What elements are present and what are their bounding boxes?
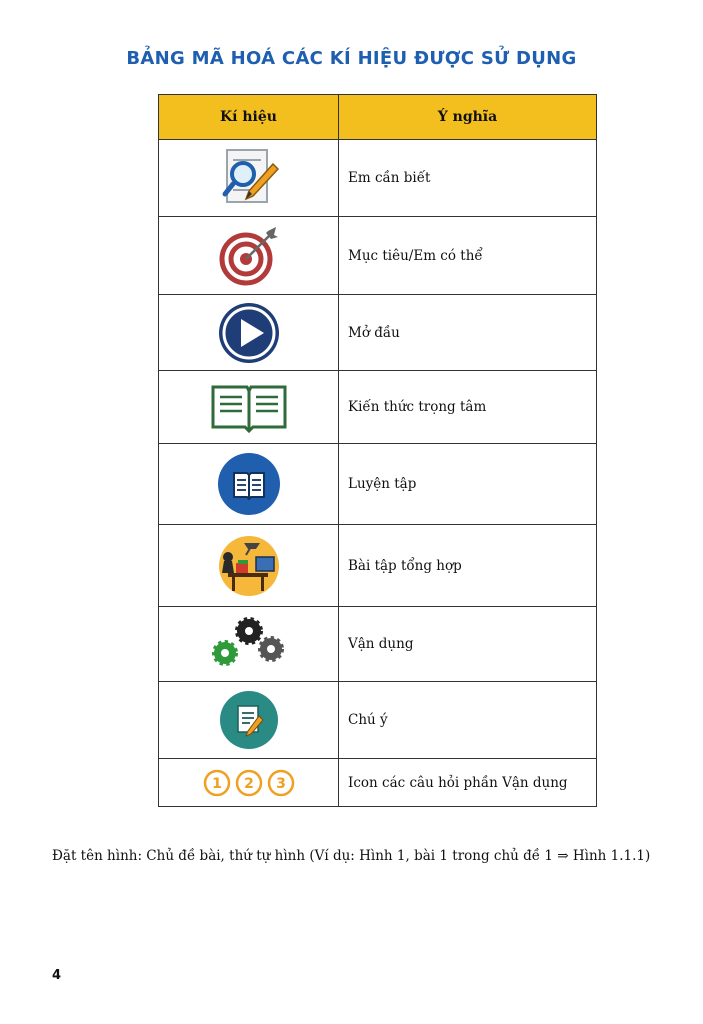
table-row (159, 759, 597, 807)
column-header-symbol: Kí hiệu (159, 95, 339, 140)
play-circle-icon (217, 301, 281, 365)
gears-icon (207, 615, 291, 673)
table-row (159, 295, 597, 371)
table-row (159, 217, 597, 295)
meaning-text: Luyện tập (339, 444, 597, 525)
book-circle-icon (216, 451, 282, 517)
meaning-text: Mục tiêu/Em có thể (339, 217, 597, 295)
table-row (159, 525, 597, 607)
table-row (159, 682, 597, 759)
meaning-text: Mở đầu (339, 295, 597, 371)
column-header-meaning: Ý nghĩa (339, 95, 597, 140)
notepad-circle-icon (217, 688, 281, 752)
table-row (159, 607, 597, 682)
study-desk-icon (216, 533, 282, 599)
meaning-text: Em cần biết (339, 140, 597, 217)
numbered-circles-icon (202, 768, 296, 798)
meaning-text: Kiến thức trọng tâm (339, 371, 597, 444)
table-row (159, 371, 597, 444)
symbol-legend-table (158, 94, 597, 807)
page-title: BẢNG MÃ HOÁ CÁC KÍ HIỆU ĐƯỢC SỬ DỤNG (126, 48, 577, 69)
meaning-text: Bài tập tổng hợp (339, 525, 597, 607)
figure-naming-note: Đặt tên hình: Chủ đề bài, thứ tự hình (Ví dụ: Hình 1, bài 1 trong chủ đề 1 ⇒ Hình 1.1.1) (52, 848, 651, 864)
page-number: 4 (52, 968, 62, 983)
table-header-row (159, 95, 597, 140)
target-arrow-icon (216, 225, 282, 287)
meaning-text: Chú ý (339, 682, 597, 759)
table-row (159, 444, 597, 525)
number-2: 2 (243, 775, 254, 792)
meaning-text: Icon các câu hỏi phần Vận dụng (339, 759, 597, 807)
number-1: 1 (211, 775, 222, 792)
meaning-text: Vận dụng (339, 607, 597, 682)
magnifier-pencil-icon (217, 146, 281, 210)
table-row (159, 140, 597, 217)
open-book-icon (209, 381, 289, 433)
number-3: 3 (275, 775, 286, 792)
